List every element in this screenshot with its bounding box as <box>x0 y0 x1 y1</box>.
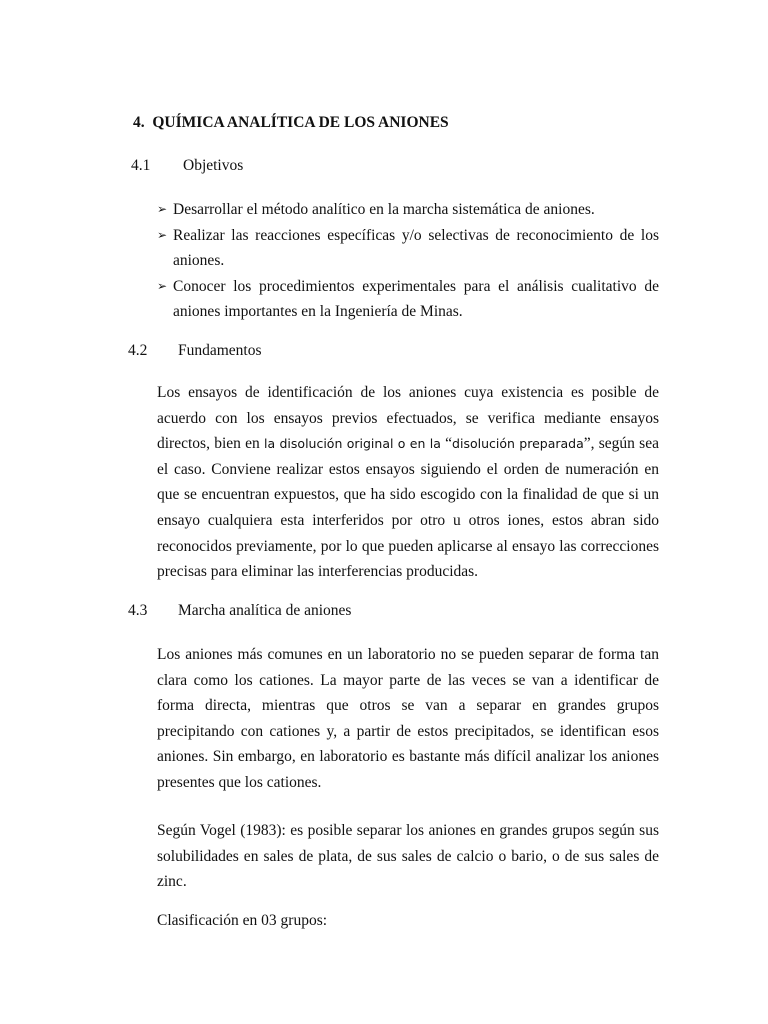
list-item: ➢ Desarrollar el método analítico en la marcha sistemática de aniones. <box>157 197 659 223</box>
list-item: ➢ Conocer los procedimientos experimentales para el análisis cualitativo de aniones importantes en la Ingeniería de Minas. <box>157 274 659 325</box>
arrowhead-bullet-icon: ➢ <box>157 227 168 242</box>
fundamentos-paragraph: Los ensayos de identificación de los aniones cuya existencia es posible de acuerdo con los ensayos previos efectuados, se verifica mediante ensayos directos, bien en la disolución original o en la “disolución preparada”, según sea el caso. Conviene realizar estos ensayos siguiendo el orden de numeración en que se encuentran expuestos, que ha sido escogido con la finalidad de que si un ensayo cualquiera esta interferidos por otro u otros iones, estos abran sido reconocidos previamente, por lo que pueden aplicarse al ensayo las correcciones precisas para eliminar las interferencias producidas. <box>157 384 659 581</box>
clasificacion-label: Clasificación en 03 grupos: <box>157 912 328 929</box>
marcha-paragraph-2: Según Vogel (1983): es posible separar los aniones en grandes grupos según sus solubilidades en sales de plata, de sus sales de calcio o bario, o de sus sales de zinc. <box>157 822 659 891</box>
section-title-fundamentos: Fundamentos <box>178 342 262 359</box>
section-number-marcha: 4.3 <box>128 602 148 619</box>
arrowhead-bullet-icon: ➢ <box>157 202 168 216</box>
chapter-number: 4. <box>133 114 145 131</box>
section-number-objetivos: 4.1 <box>131 157 151 174</box>
chapter-heading <box>133 114 449 132</box>
section-title-marcha: Marcha analítica de aniones <box>178 602 352 619</box>
chapter-title: QUÍMICA ANALÍTICA DE LOS ANIONES <box>152 114 449 131</box>
section-number-fundamentos: 4.2 <box>128 342 148 359</box>
marcha-paragraph-1: Los aniones más comunes en un laboratorio no se pueden separar de forma tan clara como los cationes. La mayor parte de las veces se van a identificar de forma directa, mientras que otros se van a separar en grandes grupos precipitando con cationes y, a partir de estos precipitados, se identifican esos aniones. Sin embargo, en laboratorio es bastante más difícil analizar los aniones presentes que los cationes. <box>157 646 659 791</box>
arrowhead-bullet-icon: ➢ <box>157 278 168 293</box>
list-item: ➢ Realizar las reacciones específicas y/o selectivas de reconocimiento de los aniones. <box>157 223 659 274</box>
section-title-objetivos: Objetivos <box>183 157 244 174</box>
objetivos-list <box>157 197 659 325</box>
